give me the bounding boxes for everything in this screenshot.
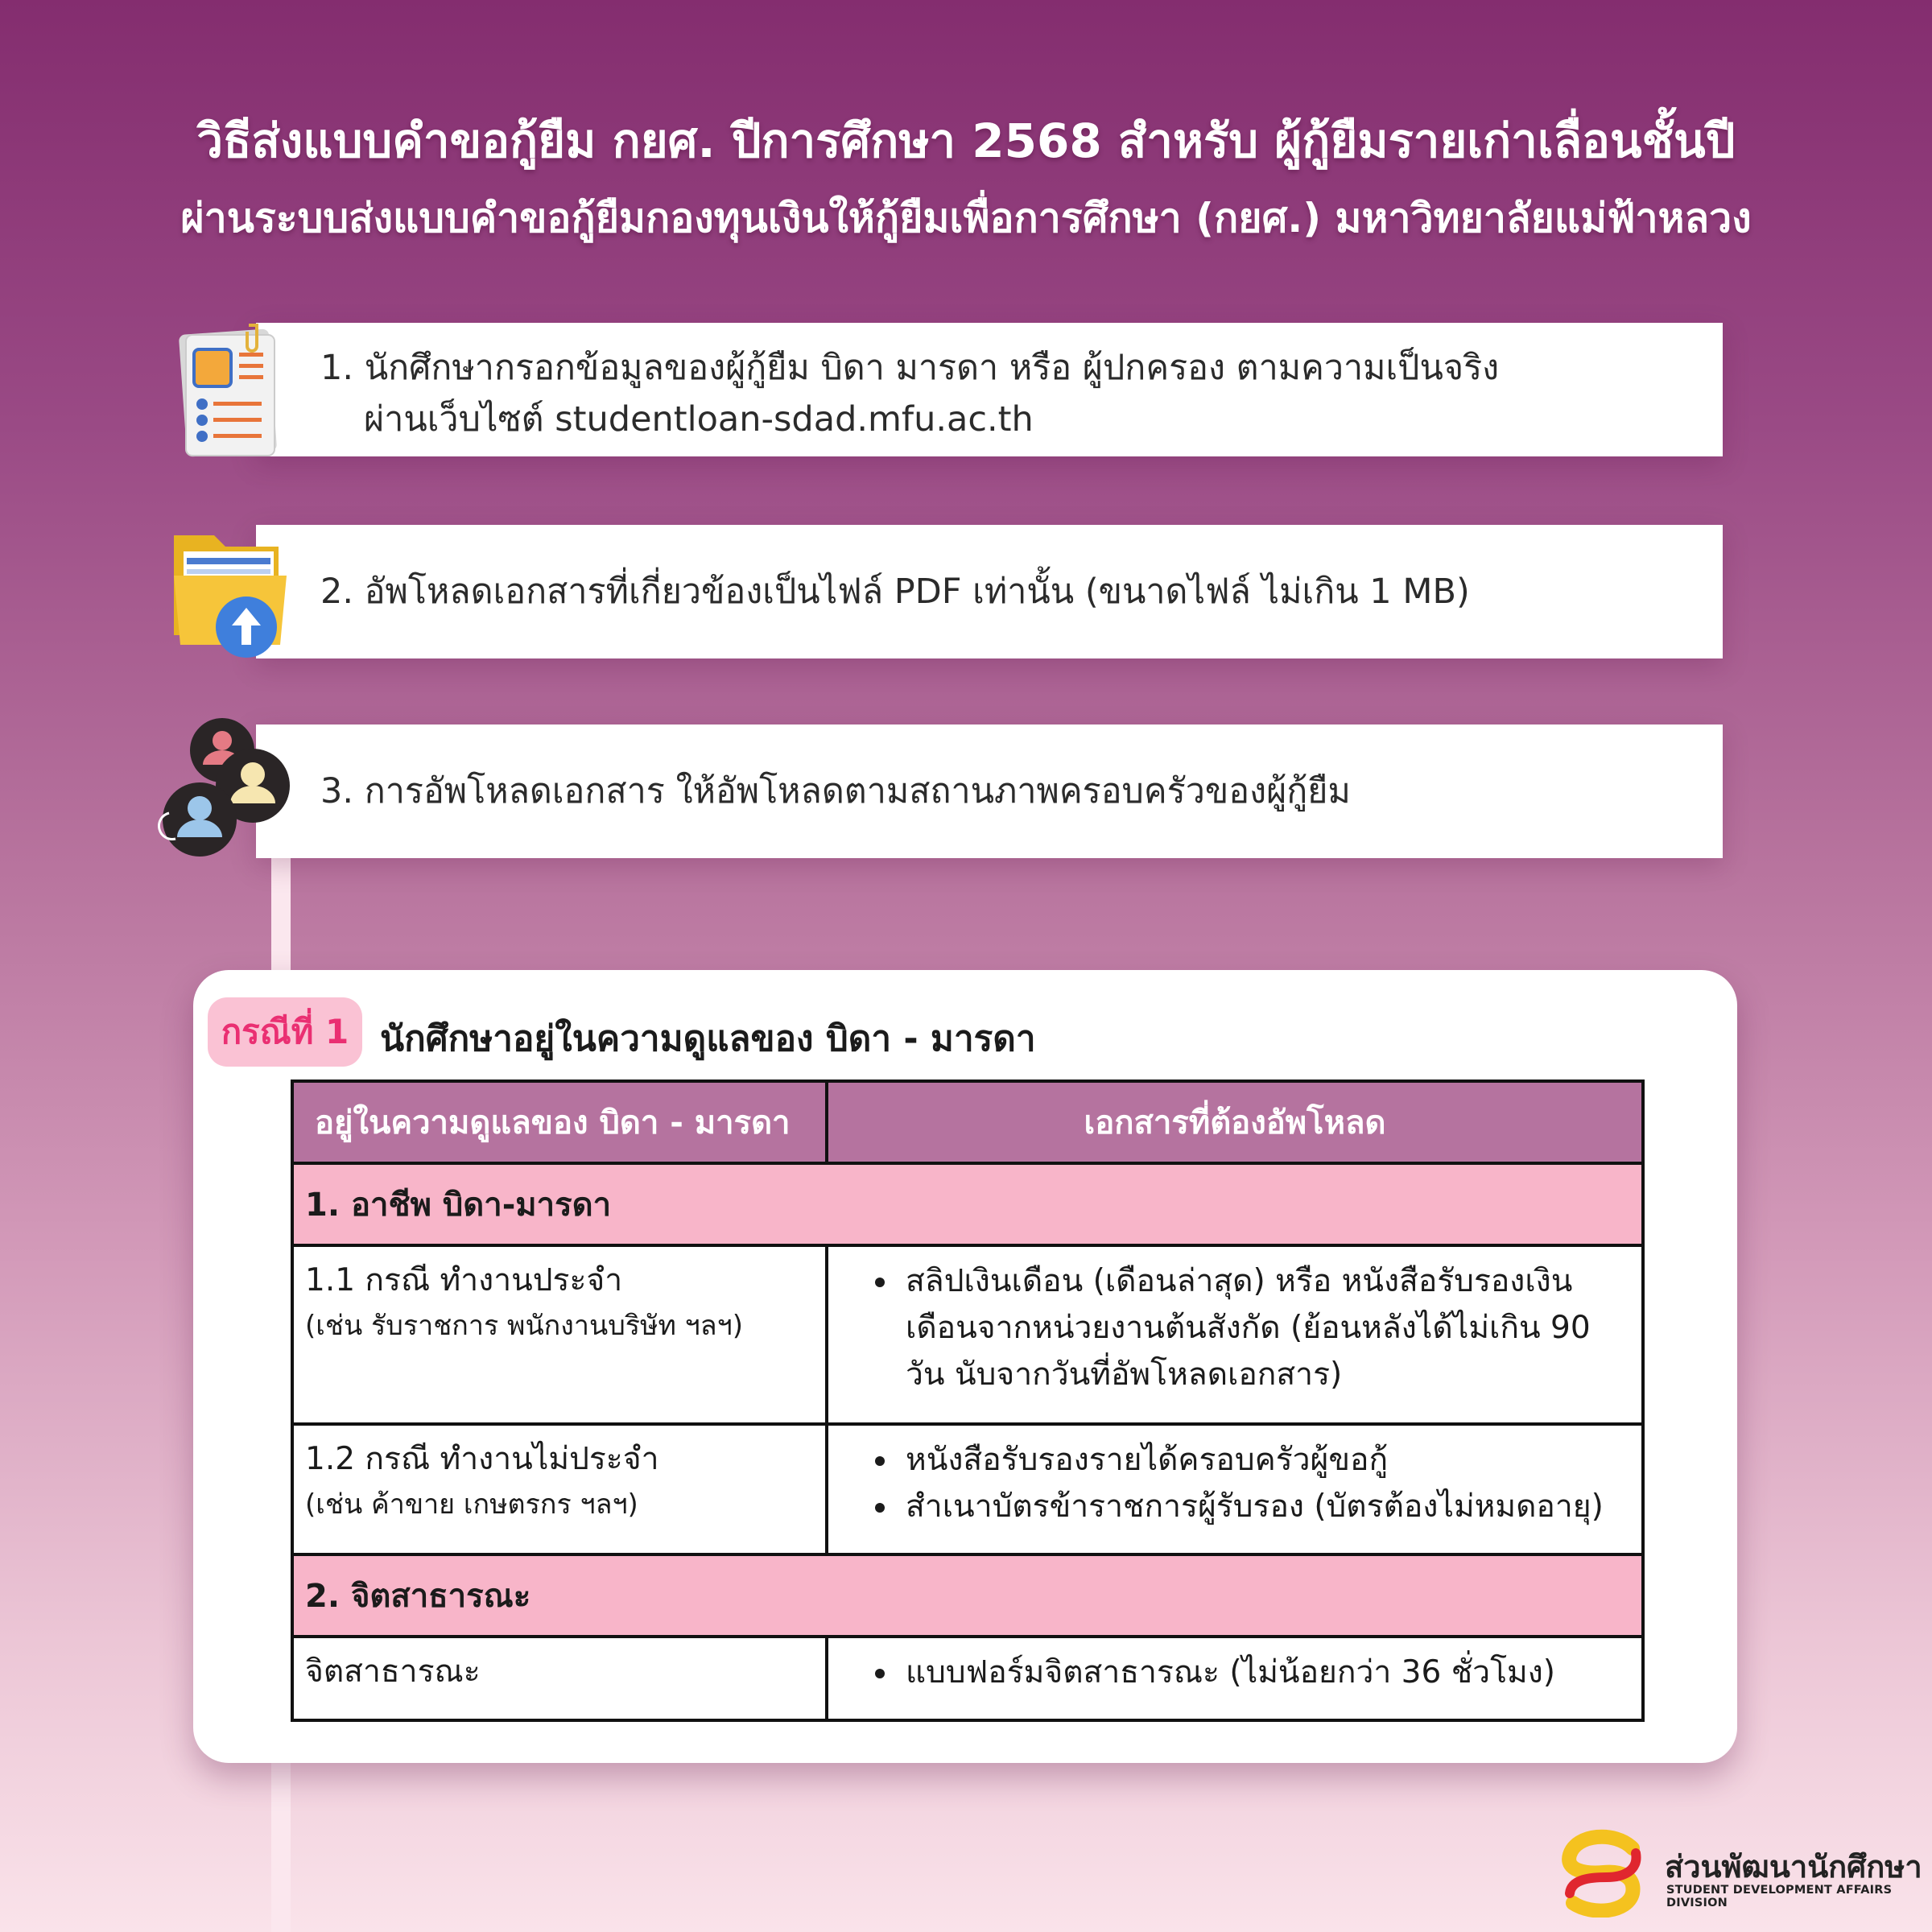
document-item: • สลิปเงินเดือน (เดือนล่าสุด) หรือ หนังสือรับรองเงินเดือนจากหน่วยงานต้นสังกัด (ย้อนหลังได้ไม่เกิน 90 วัน นับจากวันที่อัพโหลดเอกสาร) bbox=[899, 1258, 1630, 1398]
table-row bbox=[292, 1245, 1643, 1424]
table-header-documents: เอกสารที่ต้องอัพโหลด bbox=[827, 1081, 1643, 1163]
step-3-card bbox=[256, 724, 1723, 858]
condition-cell bbox=[292, 1424, 827, 1554]
document-item: • แบบฟอร์มจิตสาธารณะ (ไม่น้อยกว่า 36 ชั่วโมง) bbox=[899, 1649, 1630, 1696]
table-header-condition: อยู่ในความดูแลของ บิดา - มารดา bbox=[292, 1081, 827, 1163]
case-title: นักศึกษาอยู่ในความดูแลของ บิดา - มารดา bbox=[380, 1018, 1036, 1059]
section-public-service-label: 2. จิตสาธารณะ bbox=[292, 1554, 1643, 1637]
documents-cell bbox=[827, 1245, 1643, 1424]
section-row-occupation bbox=[292, 1163, 1643, 1245]
condition-label: จิตสาธารณะ bbox=[305, 1653, 481, 1690]
page-subtitle: ผ่านระบบส่งแบบคำขอกู้ยืมกองทุนเงินให้กู้ยืมเพื่อการศึกษา (กยศ.) มหาวิทยาลัยแม่ฟ้าหลวง bbox=[180, 195, 1752, 242]
folder-upload-icon bbox=[167, 519, 296, 664]
condition-cell bbox=[292, 1637, 827, 1720]
document-list bbox=[840, 1258, 1630, 1398]
documents-cell bbox=[827, 1424, 1643, 1554]
case-card bbox=[193, 970, 1737, 1763]
step-2-card bbox=[256, 525, 1723, 658]
family-members-icon bbox=[158, 716, 295, 861]
condition-cell bbox=[292, 1245, 827, 1424]
case-badge: กรณีที่ 1 bbox=[208, 997, 362, 1067]
section-row-public-service bbox=[292, 1554, 1643, 1637]
logo-name-thai: ส่วนพัฒนานักศึกษา bbox=[1665, 1849, 1922, 1885]
logo-name-english: STUDENT DEVELOPMENT AFFAIRS DIVISION bbox=[1666, 1884, 1893, 1909]
step-1-line2: ผ่านเว็บไซต์ studentloan-sdad.mfu.ac.th bbox=[364, 399, 1034, 440]
section-occupation-label: 1. อาชีพ บิดา-มารดา bbox=[292, 1163, 1643, 1245]
step-1-card bbox=[256, 323, 1723, 456]
step-2-text: 2. อัพโหลดเอกสารที่เกี่ยวข้องเป็นไฟล์ PDF เท่านั้น (ขนาดไฟล์ ไม่เกิน 1 MB) bbox=[320, 572, 1470, 612]
step-1-line1: 1. นักศึกษากรอกข้อมูลของผู้กู้ยืม บิดา มารดา หรือ ผู้ปกครอง ตามความเป็นจริง bbox=[320, 348, 1500, 388]
document-list bbox=[840, 1649, 1630, 1696]
condition-example: (เช่น ค้าขาย เกษตรกร ฯลฯ) bbox=[305, 1488, 638, 1521]
step-3-text: 3. การอัพโหลดเอกสาร ให้อัพโหลดตามสถานภาพครอบครัวของผู้กู้ยืม bbox=[320, 771, 1351, 811]
document-checklist-icon bbox=[165, 320, 286, 465]
document-item: • หนังสือรับรองรายได้ครอบครัวผู้ขอกู้ bbox=[899, 1437, 1630, 1484]
document-list bbox=[840, 1437, 1630, 1530]
sdad-logo-icon bbox=[1558, 1829, 1647, 1918]
table-row bbox=[292, 1637, 1643, 1720]
documents-cell bbox=[827, 1637, 1643, 1720]
condition-label: 1.2 กรณี ทำงานไม่ประจำ bbox=[305, 1441, 659, 1477]
document-table bbox=[291, 1080, 1645, 1722]
table-header-row bbox=[292, 1081, 1643, 1163]
step-1-text bbox=[320, 342, 1699, 445]
condition-label: 1.1 กรณี ทำงานประจำ bbox=[305, 1262, 623, 1298]
table-row bbox=[292, 1424, 1643, 1554]
page-title: วิธีส่งแบบคำขอกู้ยืม กยศ. ปีการศึกษา 2568 สำหรับ ผู้กู้ยืมรายเก่าเลื่อนชั้นปี bbox=[196, 114, 1736, 168]
document-item: • สำเนาบัตรข้าราชการผู้รับรอง (บัตรต้องไม่หมดอายุ) bbox=[899, 1484, 1630, 1530]
condition-example: (เช่น รับราชการ พนักงานบริษัท ฯลฯ) bbox=[305, 1310, 743, 1342]
